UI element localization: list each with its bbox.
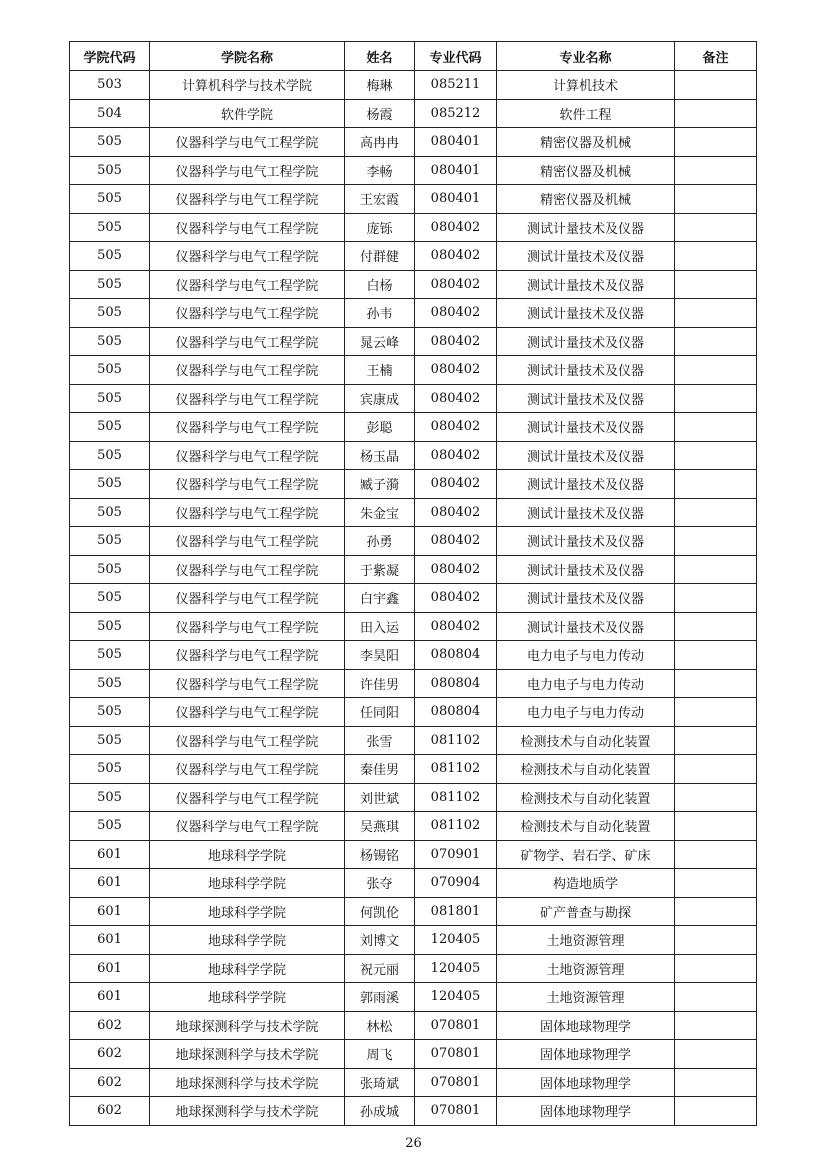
table-row xyxy=(70,926,757,955)
cell-college-name: 仪器科学与电气工程学院 xyxy=(150,641,345,670)
cell-college-name: 仪器科学与电气工程学院 xyxy=(150,555,345,584)
cell-student-name: 晁云峰 xyxy=(345,327,415,356)
cell-college-code: 601 xyxy=(70,983,150,1012)
cell-major-code: 080402 xyxy=(415,270,497,299)
table-row xyxy=(70,555,757,584)
table-row xyxy=(70,755,757,784)
table-row xyxy=(70,71,757,100)
cell-student-name: 吴燕琪 xyxy=(345,812,415,841)
cell-major-code: 080402 xyxy=(415,612,497,641)
cell-remarks xyxy=(675,71,757,100)
cell-college-code: 505 xyxy=(70,698,150,727)
table-body xyxy=(70,71,757,1126)
table-row xyxy=(70,470,757,499)
cell-college-name: 软件学院 xyxy=(150,99,345,128)
cell-college-name: 仪器科学与电气工程学院 xyxy=(150,185,345,214)
cell-remarks xyxy=(675,954,757,983)
table-row xyxy=(70,698,757,727)
cell-college-code: 601 xyxy=(70,954,150,983)
cell-major-name: 精密仪器及机械 xyxy=(497,156,675,185)
cell-college-code: 601 xyxy=(70,897,150,926)
cell-student-name: 朱金宝 xyxy=(345,498,415,527)
cell-remarks xyxy=(675,99,757,128)
cell-student-name: 何凯伦 xyxy=(345,897,415,926)
cell-major-name: 计算机技术 xyxy=(497,71,675,100)
table-row xyxy=(70,242,757,271)
cell-student-name: 郭雨溪 xyxy=(345,983,415,1012)
cell-major-name: 测试计量技术及仪器 xyxy=(497,384,675,413)
cell-student-name: 王宏霞 xyxy=(345,185,415,214)
cell-remarks xyxy=(675,641,757,670)
cell-student-name: 孙成城 xyxy=(345,1097,415,1126)
header-remarks: 备注 xyxy=(675,42,757,71)
cell-student-name: 田入运 xyxy=(345,612,415,641)
table-row xyxy=(70,128,757,157)
cell-college-code: 505 xyxy=(70,641,150,670)
cell-remarks xyxy=(675,270,757,299)
header-major-code: 专业代码 xyxy=(415,42,497,71)
cell-college-name: 地球科学学院 xyxy=(150,840,345,869)
cell-college-name: 仪器科学与电气工程学院 xyxy=(150,584,345,613)
cell-college-name: 仪器科学与电气工程学院 xyxy=(150,498,345,527)
cell-college-code: 505 xyxy=(70,669,150,698)
cell-major-code: 080402 xyxy=(415,299,497,328)
table-row xyxy=(70,983,757,1012)
cell-college-code: 602 xyxy=(70,1097,150,1126)
cell-college-name: 仪器科学与电气工程学院 xyxy=(150,812,345,841)
cell-major-name: 测试计量技术及仪器 xyxy=(497,413,675,442)
cell-remarks xyxy=(675,698,757,727)
cell-remarks xyxy=(675,356,757,385)
cell-major-name: 精密仪器及机械 xyxy=(497,128,675,157)
cell-college-name: 仪器科学与电气工程学院 xyxy=(150,213,345,242)
cell-student-name: 孙韦 xyxy=(345,299,415,328)
table-row xyxy=(70,299,757,328)
cell-major-name: 构造地质学 xyxy=(497,869,675,898)
cell-student-name: 李昊阳 xyxy=(345,641,415,670)
cell-student-name: 张雪 xyxy=(345,726,415,755)
cell-major-name: 测试计量技术及仪器 xyxy=(497,498,675,527)
table-row xyxy=(70,270,757,299)
cell-college-code: 505 xyxy=(70,156,150,185)
cell-major-name: 测试计量技术及仪器 xyxy=(497,242,675,271)
cell-college-code: 601 xyxy=(70,926,150,955)
cell-major-code: 080402 xyxy=(415,213,497,242)
cell-college-code: 505 xyxy=(70,128,150,157)
cell-major-name: 测试计量技术及仪器 xyxy=(497,555,675,584)
cell-remarks xyxy=(675,926,757,955)
table-row xyxy=(70,783,757,812)
cell-major-code: 080402 xyxy=(415,470,497,499)
cell-college-code: 602 xyxy=(70,1068,150,1097)
cell-college-name: 仪器科学与电气工程学院 xyxy=(150,413,345,442)
cell-college-name: 地球探测科学与技术学院 xyxy=(150,1011,345,1040)
cell-remarks xyxy=(675,897,757,926)
cell-college-code: 505 xyxy=(70,441,150,470)
cell-remarks xyxy=(675,983,757,1012)
cell-major-code: 081102 xyxy=(415,812,497,841)
cell-college-code: 505 xyxy=(70,270,150,299)
cell-major-code: 070801 xyxy=(415,1011,497,1040)
cell-student-name: 王楠 xyxy=(345,356,415,385)
cell-student-name: 梅琳 xyxy=(345,71,415,100)
cell-remarks xyxy=(675,213,757,242)
cell-remarks xyxy=(675,812,757,841)
cell-college-name: 仪器科学与电气工程学院 xyxy=(150,470,345,499)
cell-remarks xyxy=(675,441,757,470)
cell-college-name: 地球科学学院 xyxy=(150,983,345,1012)
cell-remarks xyxy=(675,185,757,214)
cell-college-name: 地球探测科学与技术学院 xyxy=(150,1040,345,1069)
table-row xyxy=(70,1068,757,1097)
cell-major-name: 测试计量技术及仪器 xyxy=(497,470,675,499)
cell-remarks xyxy=(675,1097,757,1126)
table-row xyxy=(70,99,757,128)
cell-major-code: 080402 xyxy=(415,356,497,385)
cell-major-code: 070801 xyxy=(415,1040,497,1069)
cell-college-name: 地球科学学院 xyxy=(150,869,345,898)
cell-student-name: 任同阳 xyxy=(345,698,415,727)
cell-remarks xyxy=(675,384,757,413)
cell-major-name: 固体地球物理学 xyxy=(497,1011,675,1040)
table-row xyxy=(70,954,757,983)
cell-major-code: 085212 xyxy=(415,99,497,128)
cell-major-code: 080402 xyxy=(415,584,497,613)
cell-college-code: 505 xyxy=(70,555,150,584)
cell-major-name: 检测技术与自动化装置 xyxy=(497,755,675,784)
cell-major-name: 测试计量技术及仪器 xyxy=(497,612,675,641)
cell-college-code: 505 xyxy=(70,527,150,556)
cell-college-name: 仪器科学与电气工程学院 xyxy=(150,384,345,413)
table-header xyxy=(70,42,757,71)
cell-remarks xyxy=(675,755,757,784)
cell-major-name: 测试计量技术及仪器 xyxy=(497,270,675,299)
cell-major-code: 120405 xyxy=(415,983,497,1012)
cell-major-name: 测试计量技术及仪器 xyxy=(497,441,675,470)
cell-remarks xyxy=(675,783,757,812)
cell-college-code: 601 xyxy=(70,840,150,869)
cell-student-name: 杨玉晶 xyxy=(345,441,415,470)
cell-remarks xyxy=(675,299,757,328)
cell-college-code: 602 xyxy=(70,1011,150,1040)
cell-remarks xyxy=(675,128,757,157)
cell-major-name: 测试计量技术及仪器 xyxy=(497,213,675,242)
table-row xyxy=(70,156,757,185)
cell-student-name: 林松 xyxy=(345,1011,415,1040)
cell-college-name: 仪器科学与电气工程学院 xyxy=(150,356,345,385)
table-row xyxy=(70,669,757,698)
cell-college-name: 仪器科学与电气工程学院 xyxy=(150,726,345,755)
table-row xyxy=(70,185,757,214)
cell-college-code: 503 xyxy=(70,71,150,100)
cell-college-code: 505 xyxy=(70,812,150,841)
cell-remarks xyxy=(675,242,757,271)
table-row xyxy=(70,327,757,356)
cell-student-name: 付群健 xyxy=(345,242,415,271)
cell-major-name: 检测技术与自动化装置 xyxy=(497,783,675,812)
cell-college-name: 计算机科学与技术学院 xyxy=(150,71,345,100)
table-row xyxy=(70,213,757,242)
cell-major-code: 081102 xyxy=(415,726,497,755)
header-college-code: 学院代码 xyxy=(70,42,150,71)
table-row xyxy=(70,726,757,755)
table-row xyxy=(70,498,757,527)
table-row xyxy=(70,612,757,641)
cell-major-code: 070801 xyxy=(415,1068,497,1097)
cell-remarks xyxy=(675,1040,757,1069)
cell-college-code: 505 xyxy=(70,185,150,214)
cell-major-code: 080401 xyxy=(415,156,497,185)
cell-major-name: 测试计量技术及仪器 xyxy=(497,299,675,328)
cell-student-name: 于紫凝 xyxy=(345,555,415,584)
cell-college-code: 505 xyxy=(70,726,150,755)
cell-student-name: 宾康成 xyxy=(345,384,415,413)
cell-college-code: 505 xyxy=(70,413,150,442)
cell-college-name: 仪器科学与电气工程学院 xyxy=(150,270,345,299)
table-row xyxy=(70,584,757,613)
cell-college-code: 505 xyxy=(70,356,150,385)
cell-remarks xyxy=(675,869,757,898)
cell-major-code: 080402 xyxy=(415,242,497,271)
cell-major-code: 080402 xyxy=(415,441,497,470)
cell-student-name: 祝元丽 xyxy=(345,954,415,983)
cell-remarks xyxy=(675,726,757,755)
cell-student-name: 臧子漪 xyxy=(345,470,415,499)
cell-college-code: 601 xyxy=(70,869,150,898)
cell-major-code: 080402 xyxy=(415,555,497,584)
cell-college-code: 505 xyxy=(70,755,150,784)
cell-student-name: 杨霞 xyxy=(345,99,415,128)
cell-student-name: 张琦斌 xyxy=(345,1068,415,1097)
cell-student-name: 许佳男 xyxy=(345,669,415,698)
cell-major-name: 测试计量技术及仪器 xyxy=(497,327,675,356)
table-row xyxy=(70,413,757,442)
cell-student-name: 秦佳男 xyxy=(345,755,415,784)
cell-student-name: 刘博文 xyxy=(345,926,415,955)
cell-major-code: 120405 xyxy=(415,954,497,983)
table-row xyxy=(70,384,757,413)
cell-college-code: 505 xyxy=(70,498,150,527)
cell-college-code: 505 xyxy=(70,327,150,356)
cell-student-name: 张夺 xyxy=(345,869,415,898)
table-row xyxy=(70,869,757,898)
cell-major-name: 电力电子与电力传动 xyxy=(497,669,675,698)
cell-student-name: 白宇鑫 xyxy=(345,584,415,613)
table-row xyxy=(70,641,757,670)
header-college-name: 学院名称 xyxy=(150,42,345,71)
cell-major-name: 矿物学、岩石学、矿床 xyxy=(497,840,675,869)
header-student-name: 姓名 xyxy=(345,42,415,71)
header-major-name: 专业名称 xyxy=(497,42,675,71)
cell-major-code: 120405 xyxy=(415,926,497,955)
cell-college-code: 505 xyxy=(70,299,150,328)
table-row xyxy=(70,897,757,926)
cell-student-name: 孙勇 xyxy=(345,527,415,556)
cell-remarks xyxy=(675,156,757,185)
cell-major-name: 软件工程 xyxy=(497,99,675,128)
cell-major-name: 土地资源管理 xyxy=(497,926,675,955)
cell-major-code: 085211 xyxy=(415,71,497,100)
cell-major-code: 081102 xyxy=(415,783,497,812)
cell-college-name: 地球探测科学与技术学院 xyxy=(150,1068,345,1097)
cell-remarks xyxy=(675,840,757,869)
table-row xyxy=(70,812,757,841)
roster-table xyxy=(69,41,757,1126)
cell-major-name: 测试计量技术及仪器 xyxy=(497,356,675,385)
cell-college-name: 仪器科学与电气工程学院 xyxy=(150,299,345,328)
cell-major-name: 测试计量技术及仪器 xyxy=(497,584,675,613)
cell-remarks xyxy=(675,669,757,698)
cell-major-name: 固体地球物理学 xyxy=(497,1097,675,1126)
cell-college-name: 仪器科学与电气工程学院 xyxy=(150,128,345,157)
cell-college-name: 地球科学学院 xyxy=(150,926,345,955)
cell-major-code: 070904 xyxy=(415,869,497,898)
cell-student-name: 白杨 xyxy=(345,270,415,299)
cell-major-code: 080804 xyxy=(415,669,497,698)
cell-student-name: 庞铄 xyxy=(345,213,415,242)
cell-student-name: 李畅 xyxy=(345,156,415,185)
cell-student-name: 高冉冉 xyxy=(345,128,415,157)
cell-student-name: 刘世斌 xyxy=(345,783,415,812)
cell-major-code: 070901 xyxy=(415,840,497,869)
cell-remarks xyxy=(675,498,757,527)
cell-remarks xyxy=(675,527,757,556)
cell-college-name: 仪器科学与电气工程学院 xyxy=(150,783,345,812)
cell-remarks xyxy=(675,555,757,584)
cell-college-name: 地球探测科学与技术学院 xyxy=(150,1097,345,1126)
cell-remarks xyxy=(675,584,757,613)
cell-major-name: 土地资源管理 xyxy=(497,954,675,983)
cell-major-name: 土地资源管理 xyxy=(497,983,675,1012)
cell-remarks xyxy=(675,470,757,499)
cell-college-code: 505 xyxy=(70,470,150,499)
cell-college-name: 仪器科学与电气工程学院 xyxy=(150,612,345,641)
cell-major-name: 固体地球物理学 xyxy=(497,1068,675,1097)
cell-college-code: 505 xyxy=(70,242,150,271)
cell-college-name: 仪器科学与电气工程学院 xyxy=(150,755,345,784)
cell-remarks xyxy=(675,1068,757,1097)
cell-college-code: 504 xyxy=(70,99,150,128)
cell-remarks xyxy=(675,413,757,442)
cell-remarks xyxy=(675,612,757,641)
cell-college-name: 仪器科学与电气工程学院 xyxy=(150,527,345,556)
cell-college-code: 505 xyxy=(70,584,150,613)
header-row xyxy=(70,42,757,71)
cell-major-name: 矿产普查与勘探 xyxy=(497,897,675,926)
table-row xyxy=(70,840,757,869)
cell-major-name: 固体地球物理学 xyxy=(497,1040,675,1069)
cell-student-name: 杨锡铭 xyxy=(345,840,415,869)
cell-major-code: 080402 xyxy=(415,384,497,413)
cell-college-code: 505 xyxy=(70,213,150,242)
cell-major-name: 检测技术与自动化装置 xyxy=(497,726,675,755)
cell-college-code: 505 xyxy=(70,612,150,641)
cell-college-name: 仪器科学与电气工程学院 xyxy=(150,242,345,271)
cell-major-code: 080402 xyxy=(415,413,497,442)
cell-major-code: 080401 xyxy=(415,128,497,157)
cell-college-code: 602 xyxy=(70,1040,150,1069)
table-row xyxy=(70,441,757,470)
cell-student-name: 周飞 xyxy=(345,1040,415,1069)
cell-major-name: 电力电子与电力传动 xyxy=(497,698,675,727)
table-row xyxy=(70,1097,757,1126)
cell-student-name: 彭聪 xyxy=(345,413,415,442)
cell-major-code: 080402 xyxy=(415,498,497,527)
cell-major-code: 080401 xyxy=(415,185,497,214)
cell-college-code: 505 xyxy=(70,783,150,812)
cell-college-name: 仪器科学与电气工程学院 xyxy=(150,327,345,356)
cell-major-name: 测试计量技术及仪器 xyxy=(497,527,675,556)
cell-college-name: 仪器科学与电气工程学院 xyxy=(150,698,345,727)
cell-college-name: 仪器科学与电气工程学院 xyxy=(150,441,345,470)
page-number: 26 xyxy=(405,1136,422,1151)
table-row xyxy=(70,356,757,385)
table-row xyxy=(70,1011,757,1040)
cell-major-code: 080402 xyxy=(415,327,497,356)
cell-college-name: 地球科学学院 xyxy=(150,954,345,983)
cell-major-name: 精密仪器及机械 xyxy=(497,185,675,214)
table-row xyxy=(70,1040,757,1069)
cell-major-code: 080804 xyxy=(415,641,497,670)
cell-major-name: 电力电子与电力传动 xyxy=(497,641,675,670)
cell-college-name: 地球科学学院 xyxy=(150,897,345,926)
cell-college-name: 仪器科学与电气工程学院 xyxy=(150,669,345,698)
cell-major-code: 081801 xyxy=(415,897,497,926)
table-row xyxy=(70,527,757,556)
cell-major-code: 081102 xyxy=(415,755,497,784)
cell-major-code: 070801 xyxy=(415,1097,497,1126)
cell-major-code: 080402 xyxy=(415,527,497,556)
cell-remarks xyxy=(675,327,757,356)
cell-remarks xyxy=(675,1011,757,1040)
cell-college-name: 仪器科学与电气工程学院 xyxy=(150,156,345,185)
cell-major-name: 检测技术与自动化装置 xyxy=(497,812,675,841)
cell-major-code: 080804 xyxy=(415,698,497,727)
cell-college-code: 505 xyxy=(70,384,150,413)
